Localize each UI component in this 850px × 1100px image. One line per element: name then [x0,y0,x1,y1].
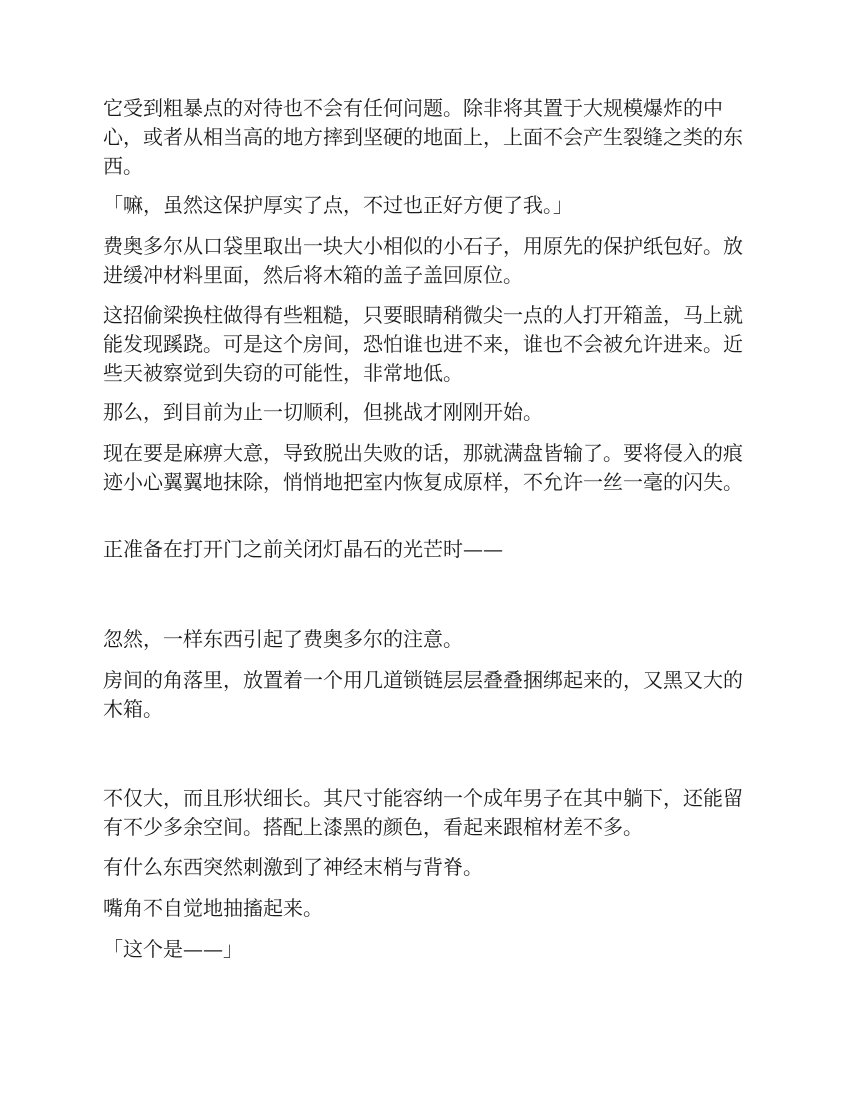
paragraph-6: 现在要是麻痹大意，导致脱出失败的话，那就满盘皆输了。要将侵入的痕迹小心翼翼地抹除，悄悄地把室内恢复成原样，不允许一丝一毫的闪失。 [103,441,743,494]
paragraph-10: 不仅大，而且形状细长。其尺寸能容纳一个成年男子在其中躺下，还能留有不少多余空间。搭配上漆黑的颜色，看起来跟棺材差不多。 [103,786,743,839]
paragraph-1: 它受到粗暴点的对待也不会有任何问题。除非将其置于大规模爆炸的中心，或者从相当高的地方摔到坚硬的地面上，上面不会产生裂缝之类的东西。 [103,96,743,178]
paragraph-11: 有什么东西突然刺激到了神经末梢与背脊。 [103,855,483,879]
paragraph-2: 「嘛，虽然这保护厚实了点，不过也正好方便了我。」 [103,193,573,217]
paragraph-8: 忽然，一样东西引起了费奥多尔的注意。 [103,627,463,651]
paragraph-13: 「这个是——」 [103,937,243,961]
paragraph-7: 正准备在打开门之前关闭灯晶石的光芒时—— [103,537,503,561]
paragraph-9: 房间的角落里，放置着一个用几道锁链层层叠叠捆绑起来的，又黑又大的木箱。 [103,668,743,721]
paragraph-4: 这招偷梁换柱做得有些粗糙，只要眼睛稍微尖一点的人打开箱盖，马上就能发现蹊跷。可是这个房间，恐怕谁也进不来，谁也不会被允许进来。近些天被察觉到失窃的可能性，非常地低。 [103,303,743,385]
paragraph-12: 嘴角不自觉地抽搐起来。 [103,896,323,920]
paragraph-5: 那么，到目前为止一切顺利，但挑战才刚刚开始。 [103,400,543,424]
paragraph-3: 费奥多尔从口袋里取出一块大小相似的小石子，用原先的保护纸包好。放进缓冲材料里面，然后将木箱的盖子盖回原位。 [103,234,743,287]
